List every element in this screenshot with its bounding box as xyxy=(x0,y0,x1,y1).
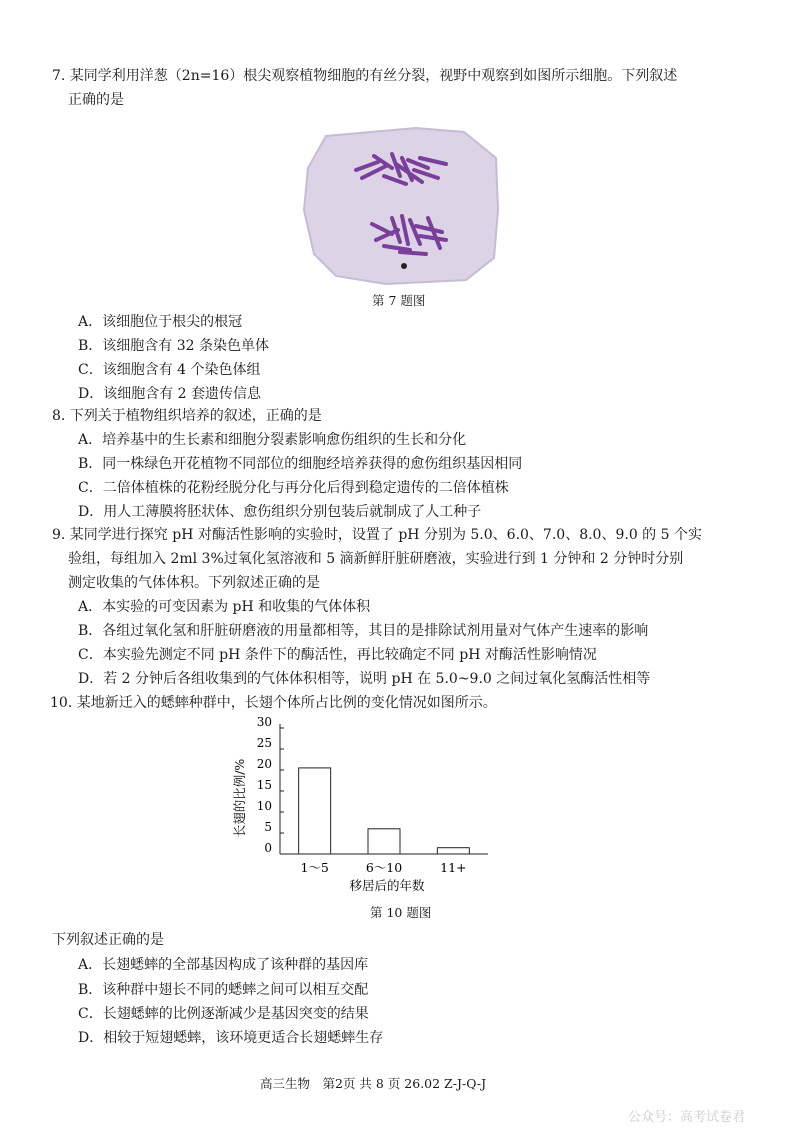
q10-option-a: A．长翅蟋蟀的全部基因构成了该种群的基因库 xyxy=(78,957,369,973)
chart-y-tick-label: 15 xyxy=(256,778,272,792)
chart-x-tick-label: 11+ xyxy=(440,860,467,875)
q10-figure-caption: 第 10 题图 xyxy=(370,905,432,920)
chart-y-tick-label: 20 xyxy=(256,757,272,771)
chart-bar xyxy=(299,768,331,854)
q10-followup: 下列叙述正确的是 xyxy=(52,932,164,948)
page-footer: 高三生物 第2页 共 8 页 26.02 Z-J-Q-J xyxy=(260,1076,487,1091)
q7-option-c: C．该细胞含有 4 个染色体组 xyxy=(78,362,261,378)
q7-option-d: D．该细胞含有 2 套遗传信息 xyxy=(78,386,262,402)
chart-x-tick-label: 6～10 xyxy=(365,860,403,875)
dark-granule xyxy=(401,263,407,269)
chart-x-axis-label: 移居后的年数 xyxy=(349,878,425,893)
chart-y-tick-label: 10 xyxy=(256,799,272,813)
q10-option-d: D．相较于短翅蟋蟀，该环境更适合长翅蟋蟀生存 xyxy=(78,1030,384,1046)
cell-outline xyxy=(304,128,498,284)
q7-stem-line2: 正确的是 xyxy=(68,92,124,108)
q8-option-c: C．二倍体植株的花粉经脱分化与再分化后得到稳定遗传的二倍体植株 xyxy=(78,480,509,496)
chart-y-tick-label: 25 xyxy=(256,736,272,750)
q7-option-a: A．该细胞位于根尖的根冠 xyxy=(78,314,243,330)
q9-option-c: C．本实验先测定不同 pH 条件下的酶活性，再比较确定不同 pH 对酶活性影响情况 xyxy=(78,647,597,663)
chart-y-tick-label: 30 xyxy=(256,716,272,729)
chart-y-tick-label: 0 xyxy=(264,841,272,855)
q7-option-b: B．该细胞含有 32 条染色单体 xyxy=(78,338,270,354)
q10-stem: 10. 某地新迁入的蟋蟀种群中，长翅个体所占比例的变化情况如图所示。 xyxy=(50,695,497,711)
q9-stem-line2: 验组，每组加入 2ml 3%过氧化氢溶液和 5 滴新鲜肝脏研磨液，实验进行到 1 分钟和 2 分钟时分别 xyxy=(68,551,684,567)
q7-figure-caption: 第 7 题图 xyxy=(372,293,426,308)
chart-y-axis-label: 长翅的比例/% xyxy=(232,758,247,838)
q9-option-b: B．各组过氧化氢和肝脏研磨液的用量都相等，其目的是排除试剂用量对气体产生速率的影响 xyxy=(78,623,649,639)
q9-stem-line1: 9. 某同学进行探究 pH 对酶活性影响的实验时，设置了 pH 分别为 5.0、6.0、7.0、8.0、9.0 的 5 个实 xyxy=(52,527,702,543)
q7-stem-line1: 7. 某同学利用洋葱（2n=16）根尖观察植物细胞的有丝分裂，视野中观察到如图所示细胞。下列叙述 xyxy=(52,68,678,84)
q9-option-a: A．本实验的可变因素为 pH 和收集的气体体积 xyxy=(78,599,371,615)
q10-option-c: C．长翅蟋蟀的比例逐渐减少是基因突变的结果 xyxy=(78,1006,369,1022)
chart-y-tick-label: 5 xyxy=(264,820,272,834)
q7-cell-micrograph xyxy=(296,118,508,288)
q8-option-d: D．用人工薄膜将胚状体、愈伤组织分别包装后就制成了人工种子 xyxy=(78,504,482,520)
chart-x-tick-label: 1～5 xyxy=(300,860,329,875)
q9-stem-line3: 测定收集的气体体积。下列叙述正确的是 xyxy=(68,575,320,591)
q8-option-b: B．同一株绿色开花植物不同部位的细胞经培养获得的愈伤组织基因相同 xyxy=(78,456,523,472)
q10-option-b: B．该种群中翅长不同的蟋蟀之间可以相互交配 xyxy=(78,982,369,998)
watermark: 公众号：高考试卷君 xyxy=(628,1110,746,1125)
q9-option-d: D．若 2 分钟后各组收集到的气体体积相等，说明 pH 在 5.0~9.0 之间过氧化氢酶活性相等 xyxy=(78,671,651,687)
q8-option-a: A．培养基中的生长素和细胞分裂素影响愈伤组织的生长和分化 xyxy=(78,432,467,448)
q8-stem: 8. 下列关于植物组织培养的叙述，正确的是 xyxy=(52,408,322,424)
chart-bar xyxy=(368,829,400,854)
q10-bar-chart xyxy=(228,716,508,902)
chart-bar xyxy=(437,848,469,854)
